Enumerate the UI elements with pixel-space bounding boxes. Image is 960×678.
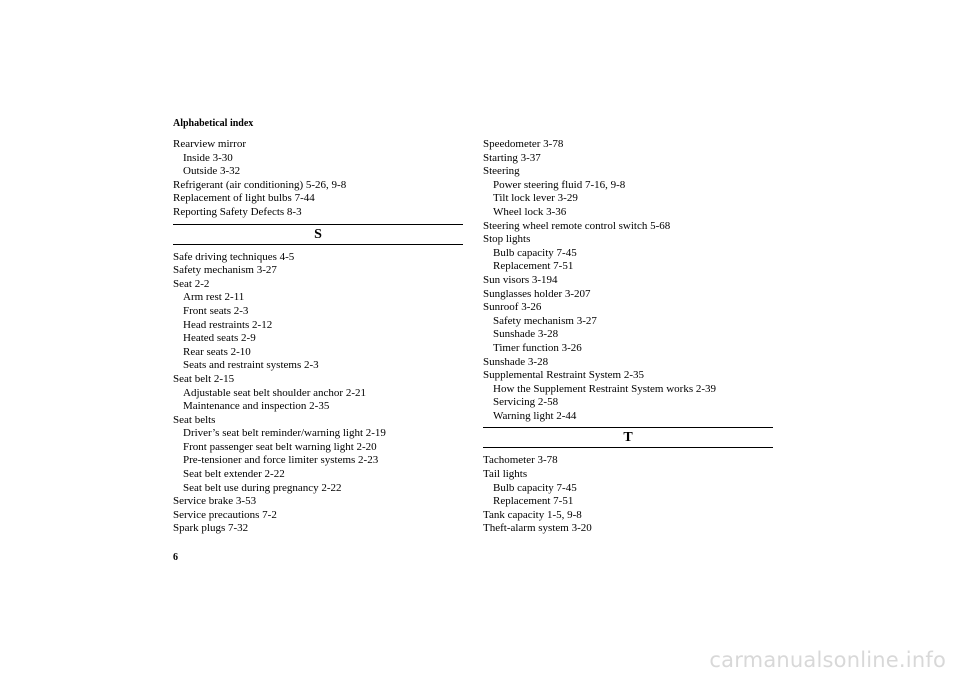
index-subentry: Driver’s seat belt reminder/warning light 2-19 — [183, 427, 386, 440]
index-subentry: Inside 3-30 — [183, 151, 233, 164]
index-subentry: Bulb capacity 7-45 — [493, 481, 577, 494]
index-entry: Refrigerant (air conditioning) 5-26, 9-8 — [173, 178, 347, 191]
index-subentry: Arm rest 2-11 — [183, 291, 245, 304]
index-entry: Service precautions 7-2 — [173, 508, 277, 521]
watermark: carmanualsonline.info — [709, 648, 946, 672]
index-subentry: Front passenger seat belt warning light 2-20 — [183, 440, 377, 453]
index-subentry: Power steering fluid 7-16, 9-8 — [493, 178, 626, 191]
index-entry: Reporting Safety Defects 8-3 — [173, 205, 302, 218]
index-subentry: Outside 3-32 — [183, 165, 241, 178]
index-entry: Sun visors 3-194 — [483, 273, 558, 286]
index-subentry: Rear seats 2-10 — [183, 345, 251, 358]
index-entry: Replacement of light bulbs 7-44 — [173, 192, 315, 205]
index-subentry: Seats and restraint systems 2-3 — [183, 359, 319, 372]
page-header-title: Alphabetical index — [173, 118, 254, 129]
index-subentry: Seat belt use during pregnancy 2-22 — [183, 481, 342, 494]
index-entry: Sunroof 3-26 — [483, 301, 542, 314]
index-subentry: Front seats 2-3 — [183, 304, 249, 317]
index-entry: Seat belts — [173, 413, 216, 426]
index-entry: Supplemental Restraint System 2-35 — [483, 369, 645, 382]
index-subentry: Bulb capacity 7-45 — [493, 246, 577, 259]
index-entry: Spark plugs 7-32 — [173, 522, 249, 535]
page-number: 6 — [173, 552, 178, 563]
index-subentry: Head restraints 2-12 — [183, 318, 273, 331]
index-subentry: Maintenance and inspection 2-35 — [183, 400, 330, 413]
index-entry: Theft-alarm system 3-20 — [483, 522, 592, 535]
section-letter-heading: T — [483, 427, 773, 448]
index-subentry: Tilt lock lever 3-29 — [493, 192, 578, 205]
index-entry: Seat 2-2 — [173, 277, 210, 290]
index-entry: Stop lights — [483, 233, 531, 246]
index-entry: Starting 3-37 — [483, 151, 541, 164]
index-entry: Speedometer 3-78 — [483, 138, 564, 150]
index-subentry: Pre-tensioner and force limiter systems 2-23 — [183, 454, 379, 467]
index-entry: Tachometer 3-78 — [483, 454, 558, 467]
section-letter-heading: S — [173, 224, 463, 245]
index-column-right — [483, 138, 773, 536]
index-entry: Seat belt 2-15 — [173, 372, 235, 385]
index-subentry: Warning light 2-44 — [493, 409, 577, 422]
index-subentry: Replacement 7-51 — [493, 495, 574, 508]
index-subentry: Seat belt extender 2-22 — [183, 468, 285, 481]
index-entry: Service brake 3-53 — [173, 495, 257, 508]
index-subentry: Timer function 3-26 — [493, 341, 582, 354]
index-subentry: How the Supplement Restraint System works 2-39 — [493, 382, 717, 395]
index-subentry: Replacement 7-51 — [493, 260, 574, 273]
index-subentry: Safety mechanism 3-27 — [493, 314, 597, 327]
index-entry: Rearview mirror — [173, 138, 246, 150]
index-entry: Sunglasses holder 3-207 — [483, 287, 591, 300]
index-entry: Safe driving techniques 4-5 — [173, 250, 295, 263]
index-subentry: Heated seats 2-9 — [183, 332, 256, 345]
index-entry: Safety mechanism 3-27 — [173, 264, 277, 277]
index-entry: Steering wheel remote control switch 5-68 — [483, 219, 671, 232]
index-entry: Tank capacity 1-5, 9-8 — [483, 508, 582, 521]
index-subentry: Servicing 2-58 — [493, 396, 559, 409]
index-subentry: Wheel lock 3-36 — [493, 205, 567, 218]
index-entry: Steering — [483, 165, 520, 178]
index-entry: Sunshade 3-28 — [483, 355, 549, 368]
index-subentry: Adjustable seat belt shoulder anchor 2-21 — [183, 386, 366, 399]
index-entry: Tail lights — [483, 468, 528, 481]
index-subentry: Sunshade 3-28 — [493, 328, 559, 341]
index-column-left — [173, 138, 463, 536]
